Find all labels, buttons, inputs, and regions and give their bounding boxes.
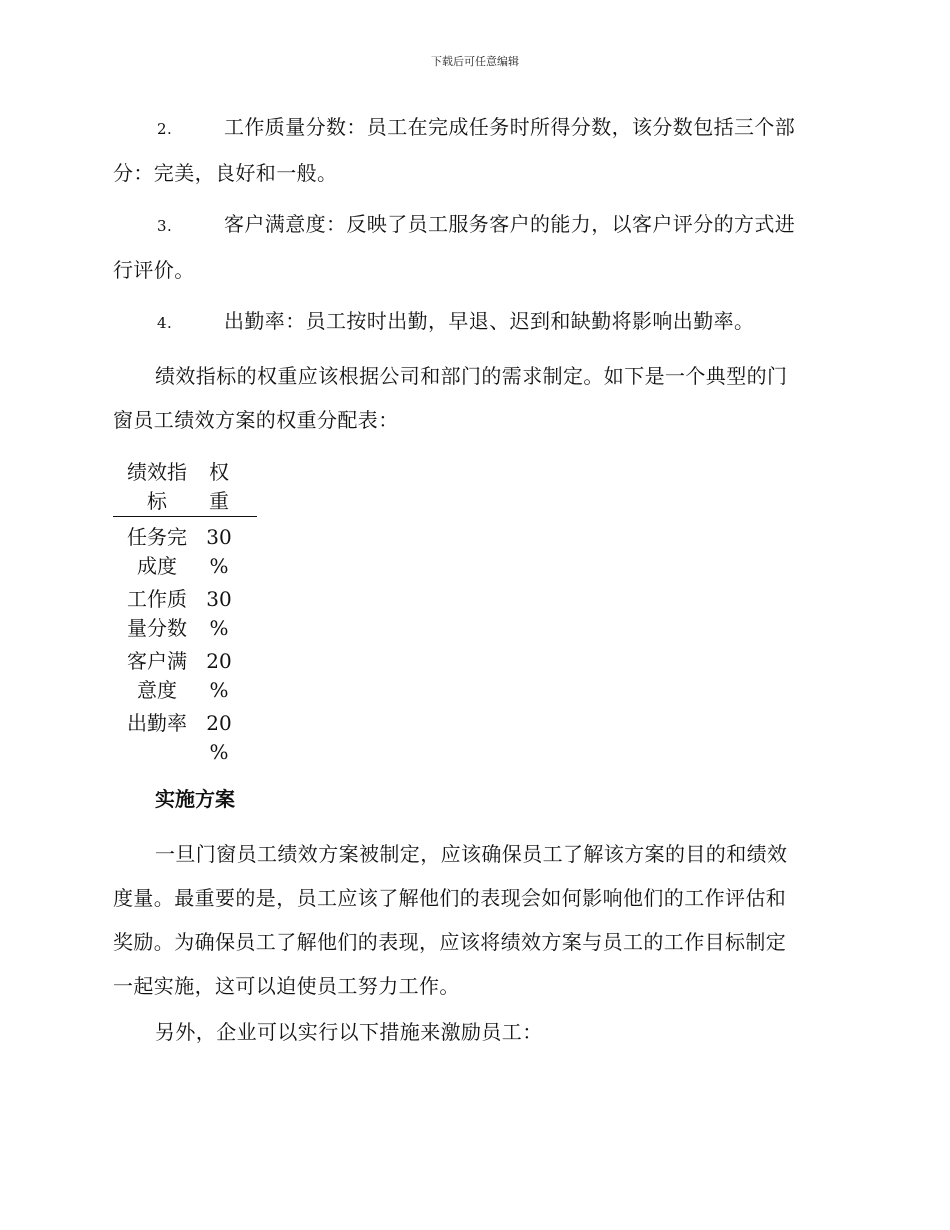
item-3: [113, 202, 833, 292]
incentive-paragraph: [113, 1010, 833, 1054]
table-header-cell: 权 重: [209, 460, 229, 513]
implementation-paragraph: [113, 832, 833, 1008]
item-line: 行评价。: [113, 258, 195, 282]
table-row: [113, 709, 257, 767]
table-cell: 30 %: [206, 525, 232, 578]
table-cell: 30 %: [206, 587, 232, 640]
table-row: [113, 523, 257, 581]
paragraph-line: 度量。最重要的是，员工应该了解他们的表现会如何影响他们的工作评估和: [113, 886, 787, 910]
item-number: 2.: [157, 120, 173, 138]
table-row: [113, 585, 257, 643]
paragraph-line: 另外，企业可以实行以下措施来激励员工：: [155, 1020, 543, 1044]
table-cell: 20 %: [206, 649, 232, 702]
paragraph-line: 一旦门窗员工绩效方案被制定，应该确保员工了解该方案的目的和绩效: [155, 842, 788, 866]
table-header-row: [113, 458, 257, 517]
item-number: 4.: [157, 314, 173, 332]
table-cell: 出勤率: [127, 711, 187, 735]
table-cell: 20 %: [206, 711, 232, 764]
table-cell: 工作质 量分数: [127, 587, 187, 640]
item-line: 分：完美，良好和一般。: [113, 161, 338, 185]
intro-line: 窗员工绩效方案的权重分配表：: [113, 408, 399, 432]
weight-table: [113, 458, 257, 767]
item-number: 3.: [157, 217, 173, 235]
item-line: 客户满意度：反映了员工服务客户的能力，以客户评分的方式进: [224, 212, 796, 236]
table-cell: 任务完 成度: [127, 525, 187, 578]
page-header: 下载后可任意编辑: [431, 55, 519, 68]
intro-paragraph: [113, 354, 833, 442]
table-header-cell: 绩效指 标: [127, 460, 187, 513]
table-row: [113, 647, 257, 705]
item-line: 工作质量分数：员工在完成任务时所得分数，该分数包括三个部: [224, 115, 796, 139]
section-heading: 实施方案: [155, 787, 235, 811]
item-line: 出勤率：员工按时出勤，早退、迟到和缺勤将影响出勤率。: [224, 309, 755, 333]
paragraph-line: 一起实施，这可以迫使员工努力工作。: [113, 974, 460, 998]
table-cell: 客户满 意度: [127, 649, 187, 702]
intro-line: 绩效指标的权重应该根据公司和部门的需求制定。如下是一个典型的门: [155, 364, 788, 388]
item-2: [113, 105, 833, 195]
item-4: [113, 299, 833, 345]
paragraph-line: 奖励。为确保员工了解他们的表现，应该将绩效方案与员工的工作目标制定: [113, 930, 787, 954]
